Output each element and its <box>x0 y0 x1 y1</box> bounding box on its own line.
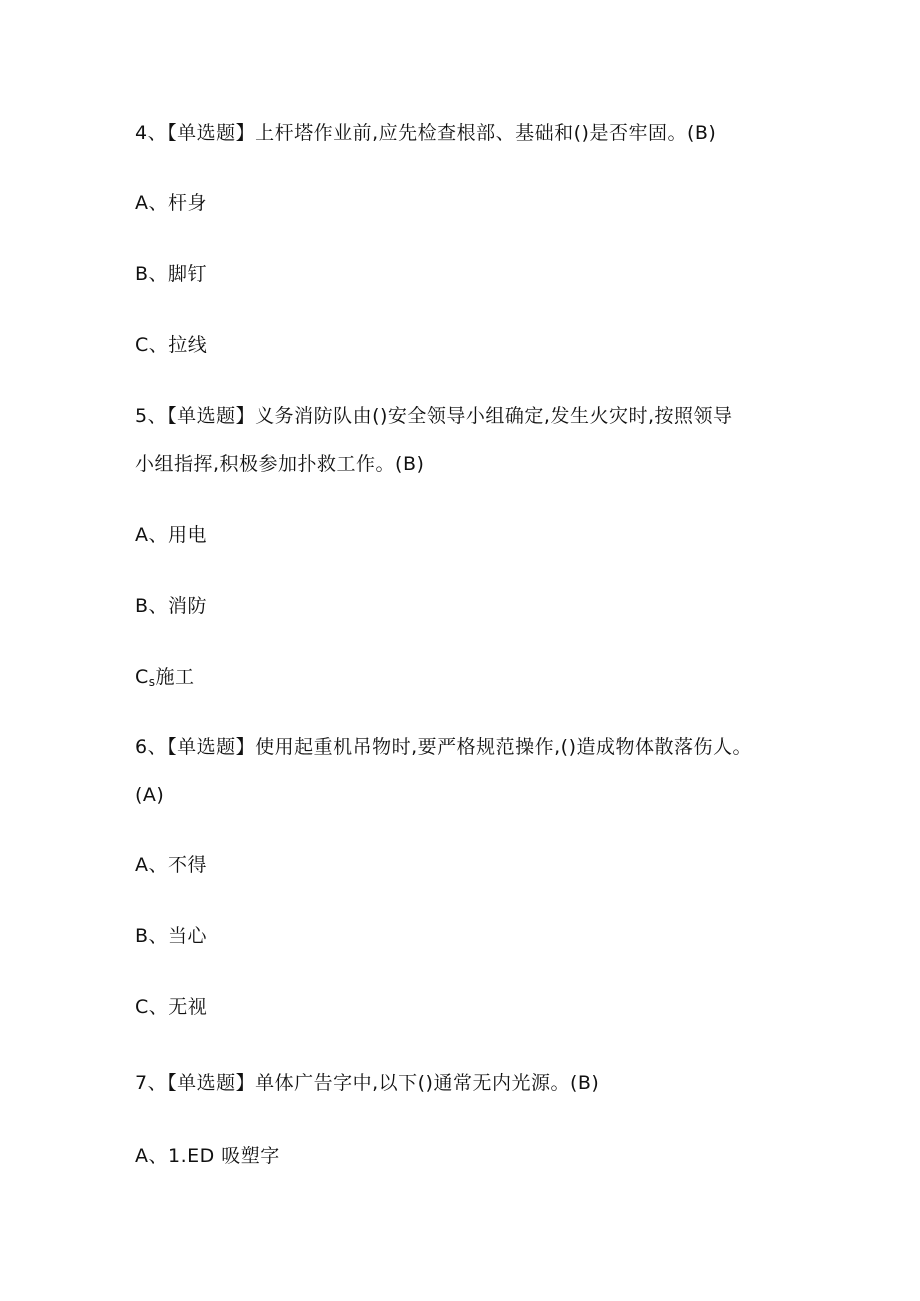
option-c-letter: C <box>135 666 149 688</box>
question-6-option-c: C、无视 <box>135 996 208 1018</box>
question-5-option-c <box>135 664 195 695</box>
question-5-stem-line-2: 小组指挥,积极参加扑救工作。(B) <box>135 453 425 475</box>
question-7-stem: 7、【单选题】单体广告字中,以下()通常无内光源。(B) <box>135 1072 600 1094</box>
question-6-stem-line-2: (A) <box>135 784 165 806</box>
question-4-option-c: C、拉线 <box>135 334 208 356</box>
question-5-option-a: A、用电 <box>135 524 207 546</box>
option-c-subscript: s <box>148 675 156 689</box>
question-5-option-b: B、消防 <box>135 595 208 617</box>
question-7-option-a: A、1.ED 吸塑字 <box>135 1145 280 1167</box>
option-c-text: 施工 <box>155 666 195 688</box>
question-4-option-a: A、杆身 <box>135 192 207 214</box>
question-4-option-b: B、脚钉 <box>135 263 208 285</box>
question-5-stem-line-1: 5、【单选题】义务消防队由()安全领导小组确定,发生火灾时,按照领导 <box>135 405 733 427</box>
question-6-stem-line-1: 6、【单选题】使用起重机吊物时,要严格规范操作,()造成物体散落伤人。 <box>135 736 752 758</box>
question-4-stem: 4、【单选题】上杆塔作业前,应先检查根部、基础和()是否牢固。(B) <box>135 122 717 144</box>
question-6-option-a: A、不得 <box>135 854 207 876</box>
question-6-option-b: B、当心 <box>135 925 208 947</box>
